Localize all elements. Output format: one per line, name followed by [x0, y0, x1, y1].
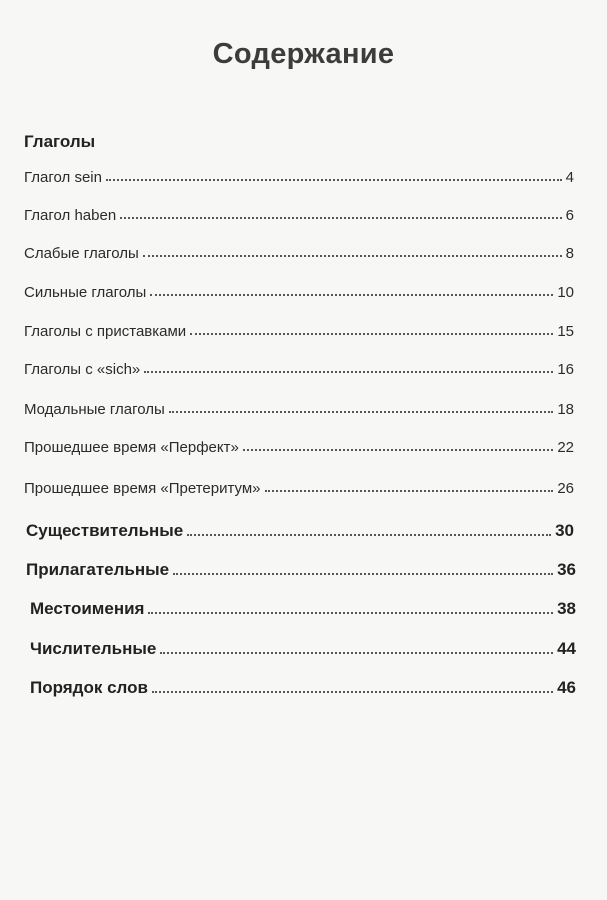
- toc-entry-pronouns[interactable]: [30, 597, 576, 619]
- toc-entry-label: Слабые глаголы: [24, 245, 139, 262]
- toc-entry-preterite[interactable]: [24, 475, 574, 497]
- dot-leader: [190, 333, 553, 335]
- toc-entry-strong-verbs[interactable]: [24, 279, 574, 301]
- toc-entry-modal-verbs[interactable]: [24, 396, 574, 418]
- toc-page-number: 44: [557, 639, 576, 658]
- page-title: Содержание: [212, 38, 395, 70]
- toc-entry-prefix-verbs[interactable]: [24, 318, 574, 340]
- toc-page-number: 46: [557, 678, 576, 697]
- toc-page-number: 18: [557, 401, 574, 418]
- toc-entry-label: Прилагательные: [26, 560, 170, 579]
- toc-entry-label: Глаголы с «sich»: [24, 361, 141, 378]
- toc-entry-verb-sein[interactable]: [24, 164, 574, 186]
- toc-entry-label: Глагол sein: [24, 169, 102, 186]
- toc-entry-nouns[interactable]: [26, 519, 574, 541]
- dot-leader: [265, 490, 554, 492]
- dot-leader: [120, 217, 561, 219]
- dot-leader: [243, 449, 553, 451]
- toc-entry-label: Местоимения: [30, 599, 145, 618]
- toc-page-number: 16: [557, 361, 574, 378]
- toc-entry-label: Прошедшее время «Перфект»: [24, 439, 239, 456]
- dot-leader: [150, 294, 553, 296]
- toc-entry-adjectives[interactable]: [26, 558, 576, 580]
- toc-entry-label: Сильные глаголы: [24, 284, 147, 301]
- toc-page-number: 38: [557, 599, 576, 618]
- toc-page-number: 36: [557, 560, 576, 579]
- toc-entry-word-order[interactable]: [30, 676, 576, 698]
- toc-entry-numerals[interactable]: [30, 637, 576, 659]
- toc-entry-label: Порядок слов: [30, 678, 148, 697]
- toc-page-number: 8: [565, 245, 574, 262]
- toc-entry-label: Числительные: [30, 639, 157, 658]
- toc-entry-label: Существительные: [26, 521, 184, 540]
- dot-leader: [106, 179, 562, 181]
- toc-page-number: 22: [557, 439, 574, 456]
- toc-entry-perfect[interactable]: [24, 434, 574, 456]
- toc-page-number: 30: [555, 521, 574, 540]
- dot-leader: [173, 573, 553, 575]
- dot-leader: [143, 255, 562, 257]
- toc-entry-label: Модальные глаголы: [24, 401, 165, 418]
- dot-leader: [152, 691, 553, 693]
- dot-leader: [187, 534, 551, 536]
- toc-entry-weak-verbs[interactable]: [24, 240, 574, 262]
- toc-entry-label: Глаголы с приставками: [24, 323, 187, 340]
- dot-leader: [160, 652, 553, 654]
- toc-page-number: 15: [557, 323, 574, 340]
- dot-leader: [169, 411, 553, 413]
- toc-page-number: 6: [565, 207, 574, 224]
- toc-entry-label: Прошедшее время «Претеритум»: [24, 480, 261, 497]
- toc-page-number: 4: [565, 169, 574, 186]
- toc-page-number: 10: [557, 284, 574, 301]
- dot-leader: [144, 371, 553, 373]
- dot-leader: [148, 612, 553, 614]
- toc-page-number: 26: [557, 480, 574, 497]
- toc-entry-verb-haben[interactable]: [24, 202, 574, 224]
- section-heading-verbs: Глаголы: [24, 132, 96, 151]
- toc-entry-sich-verbs[interactable]: [24, 356, 574, 378]
- toc-entry-label: Глагол haben: [24, 207, 117, 224]
